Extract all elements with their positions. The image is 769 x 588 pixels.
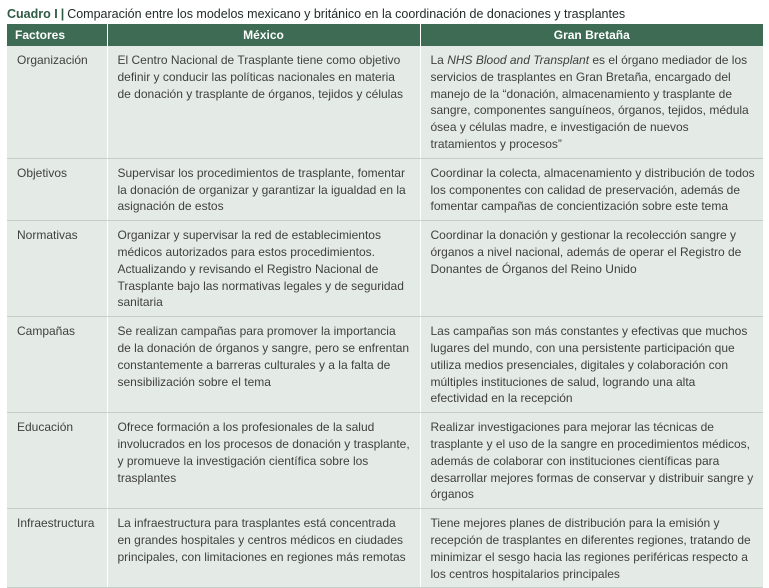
mexico-cell: Ofrece formación a los profesionales de la salud involucrados en los procesos de donación y trasplante, y promueve la investigación científica sobre los trasplantes — [107, 413, 420, 509]
gran-bretana-cell: Tiene mejores planes de distribución para la emisión y recepción de trasplantes en diferentes regiones, tratando de minimizar el sesgo hacia las regiones periféricas respecto a los centros hospitalarios principales — [420, 509, 763, 588]
gran-bretana-cell: Coordinar la donación y gestionar la recolección sangre y órganos a nivel nacional, además de operar el Registro de Donantes de Órganos del Reino Unido — [420, 221, 763, 317]
mexico-cell: Supervisar los procedimientos de trasplante, fomentar la donación de organizar y garantizar la igualdad en la asignación de estos — [107, 158, 420, 220]
table-row — [7, 158, 763, 220]
gran-bretana-cell: Coordinar la colecta, almacenamiento y distribución de todos los componentes con calidad de preservación, además de fomentar campañas de concientización sobre este tema — [420, 158, 763, 220]
table-row — [7, 413, 763, 509]
header-factores: Factores — [7, 24, 107, 46]
gb-rest: es el órgano mediador de los servicios de trasplantes en Gran Bretaña, encargado del manejo de la “donación, almacenamiento y trasplante de sangre, componentes sanguíneos, órganos, tejidos, médula ósea y células madre, e investigación de nuevos tratamientos y procesos” — [430, 53, 749, 151]
table-row — [7, 317, 763, 413]
header-gran-bretana: Gran Bretaña — [420, 24, 763, 46]
gran-bretana-cell: Realizar investigaciones para mejorar las técnicas de trasplante y el uso de la sangre en procedimientos médicos, además de colaborar con instituciones científicas para desarrollar mejores formas de conservar y distribuir sangre y órganos — [420, 413, 763, 509]
mexico-cell: Se realizan campañas para promover la importancia de la donación de órganos y sangre, pero se enfrentan constantemente a barreras culturales y a la falta de sensibilización sobre el tema — [107, 317, 420, 413]
factor-cell: Campañas — [7, 317, 107, 413]
gb-italic-name: NHS Blood and Transplant — [447, 53, 590, 67]
factor-cell: Objetivos — [7, 158, 107, 220]
header-row — [7, 24, 763, 46]
factor-cell: Normativas — [7, 221, 107, 317]
gb-prefix: La — [430, 53, 448, 67]
factor-cell: Infraestructura — [7, 509, 107, 588]
mexico-cell: El Centro Nacional de Trasplante tiene como objetivo definir y conducir las políticas nacionales en materia de donación y trasplante de órganos, tejidos y células — [107, 46, 420, 158]
caption-separator: | — [60, 7, 65, 21]
table-row — [7, 509, 763, 588]
gran-bretana-cell: Las campañas son más constantes y efectivas que muchos lugares del mundo, con una persistente participación que utiliza medios presenciales, digitales y colaboración con múltiples instituciones de salud, logrando una alta efectividad en la recepción — [420, 317, 763, 413]
factor-cell: Educación — [7, 413, 107, 509]
table-caption — [7, 6, 763, 24]
mexico-cell: Organizar y supervisar la red de establecimientos médicos autorizados para estos procedimientos. Actualizando y revisando el Registro Nacional de Trasplante bajo las normativas legales y de seguridad sanitaria — [107, 221, 420, 317]
table-row — [7, 221, 763, 317]
table-row — [7, 46, 763, 158]
mexico-cell: La infraestructura para trasplantes está concentrada en grandes hospitales y centros médicos en ciudades principales, con limitaciones en regiones más remotas — [107, 509, 420, 588]
caption-title: Comparación entre los modelos mexicano y británico en la coordinación de donaciones y trasplantes — [67, 7, 626, 21]
header-mexico: México — [107, 24, 420, 46]
caption-label: Cuadro I — [7, 7, 58, 21]
factor-cell: Organización — [7, 46, 107, 158]
gran-bretana-cell — [420, 46, 763, 158]
comparison-table — [7, 24, 763, 588]
